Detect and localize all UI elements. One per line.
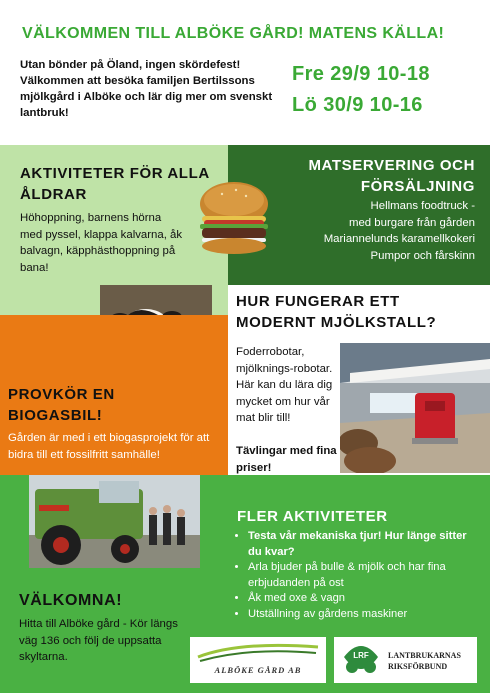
alboke-logo [190, 637, 326, 683]
intro-text: Utan bönder på Öland, ingen skördefest! Välkommen att besöka familjen Bertilssons mjölkgård i Alböke och lär dig mer om svenskt lantbruk! [20, 59, 273, 119]
food-line: med burgare från gården [348, 216, 475, 229]
more-item: • Åk med oxe & vagn [248, 591, 477, 607]
more-title: FLER AKTIVITETER [237, 508, 388, 525]
food-line: Mariannelunds karamellkokeri [323, 233, 475, 245]
activities-text: Höhoppning, barnens hörna med pyssel, klappa kalvarna, åk balvagn, käpphästhoppning på bana! [20, 212, 183, 274]
harvester-photo [29, 475, 200, 568]
biogas-text: Gården är med i ett biogasprojekt för att bidra till ett fossilfritt samhälle! [8, 432, 210, 461]
barn-photo [340, 343, 490, 473]
welcome-title: VÄLKOMNA! [19, 592, 123, 609]
milking-prize-text: Tävlingar med fina priser! [236, 445, 337, 474]
welcome-text: Hitta till Alböke gård - Kör längs väg 136 och följ de uppsatta skyltarna. [19, 618, 178, 663]
food-line: Pumpor och fårskinn [370, 249, 475, 262]
food-lines [270, 198, 475, 264]
date-saturday: Lö 30/9 10-16 [292, 94, 423, 116]
milking-text: Foderrobotar, mjölknings-robotar. Här kan du lära dig mycket om hur vår mat blir till! [236, 346, 333, 424]
food-line: Hellmans foodtruck - [370, 200, 475, 212]
more-item: • Testa vår mekaniska tjur! Hur länge sitter du kvar? [248, 529, 477, 560]
alboke-logo-text: ALBÖKE GÅRD AB [214, 665, 302, 675]
activities-title: AKTIVITETER FÖR ALLA ÅLDRAR [20, 165, 210, 203]
lrf-logo [334, 637, 477, 683]
milking-title: HUR FUNGERAR ETT MODERNT MJÖLKSTALL? [236, 293, 437, 331]
more-list [232, 529, 477, 622]
date-friday: Fre 29/9 10-18 [292, 63, 430, 85]
lrf-name-line1: LANTBRUKARNAS [388, 651, 461, 660]
poster-title: VÄLKOMMEN TILL ALBÖKE GÅRD! MATENS KÄLLA! [22, 25, 445, 42]
burger-photo [190, 178, 278, 258]
more-item: • Arla bjuder på bulle & mjölk och har fina erbjudanden på ost [248, 560, 477, 591]
lrf-mark: LRF [353, 651, 369, 660]
lrf-name-line2: RIKSFÖRBUND [388, 662, 448, 671]
biogas-title: PROVKÖR EN BIOGASBIL! [8, 386, 115, 424]
more-item: • Utställning av gårdens maskiner [248, 607, 477, 623]
calf-photo-overlay [100, 315, 212, 377]
food-title: MATSERVERING OCH FÖRSÄLJNING [308, 157, 475, 195]
